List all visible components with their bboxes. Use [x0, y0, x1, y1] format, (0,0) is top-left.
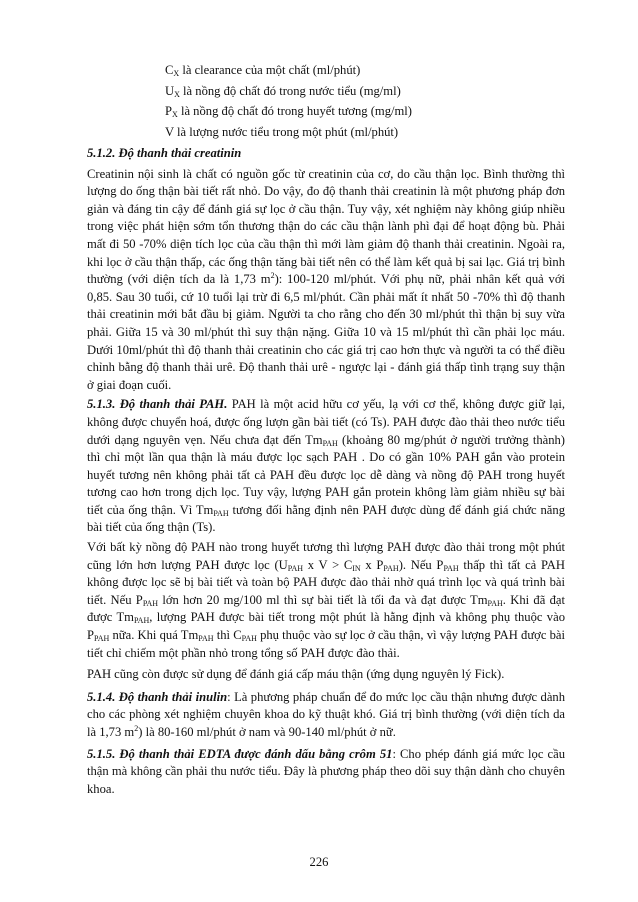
paragraph-edta: 5.1.5. Độ thanh thải EDTA được đánh dấu bằng crôm 51: Cho phép đánh giá mức lọc cầu thận mà không cần phải thu nước tiểu. Đây là phương pháp theo dõi suy thận dành cho chuyên khoa.: [87, 746, 566, 796]
section-heading-edta: 5.1.5. Độ thanh thải EDTA được đánh dấu bằng crôm 51: [87, 746, 393, 761]
definition-list: [165, 62, 565, 144]
definition-ux: $U_X$ là nồng độ chất đó trong nước tiểu (mg/ml): [165, 83, 401, 99]
page-content: [87, 62, 565, 798]
section-heading-inulin: 5.1.4. Độ thanh thải inulin: [87, 689, 228, 704]
paragraph-pah-concentration: Với bất kỳ nồng độ PAH nào trong huyết tương thì lượng PAH được đào thải trong một phút cũng lớn hơn lượng PAH được lọc ($U_{PAH}$ x $V > C_{IN}$ x $P_{PAH}$). Nếu $P_{PAH}$ thấp thì tất cả PAH không được lọc sẽ bị bài tiết và toàn bộ PAH được đào thải nhờ quá trình lọc và quá trình bài tiết. Nếu $P_{PAH}$ lớn hơn 20 mg/100 ml thì sự bài tiết là tối đa và đạt được $Tm_{PAH}$. Khi đã đạt được $Tm_{PAH}$, lượng PAH được bài tiết trong một phút là hằng định và không phụ thuộc vào $P_{PAH}$ nữa. Khi quá $Tm_{PAH}$ thì $C_{PAH}$ phụ thuộc vào sự lọc ở cầu thận, vì vậy lượng PAH được bài tiết chỉ chiếm một phần nhỏ trong tổng số PAH được đào thải.: [87, 540, 565, 660]
definition-px: $P_X$ là nồng độ chất đó trong huyết tương (mg/ml): [165, 104, 412, 119]
section-heading-creatinin: 5.1.2. Độ thanh thải creatinin: [87, 146, 242, 160]
paragraph-creatinin: Creatinin nội sinh là chất có nguồn gốc từ creatinin của cơ, do cầu thận lọc. Bình thường thì lượng do ống thận bài tiết rất nhỏ. Do vậy, đo độ thanh thải creatinin là một phương pháp đơn giản và đáng tin cậy để đánh giá sự lọc ở cầu thận. Tuy vậy, xét nghiệm này không giúp nhiều trong việc phát hiện sớm tổn thương thận do các cầu thận lành phì đại để hoạt động bù. Phải mất đi 50 -70% diện tích lọc của cầu thận thì mới làm giảm độ thanh thải creatinin. Ngoài ra, khi lọc ở cầu thận thấp, các ống thận tăng bài tiết nên có thể làm kết quả bị sai lạc. Giá trị bình thường (với diện tích da là 1,73 $m^2$): 100-120 ml/phút. Với phụ nữ, phải nhân kết quả với 0,85. Sau 30 tuổi, cứ 10 tuổi lại trừ đi 6,5 ml/phút. Cần phải mất ít nhất 50 -70% thì độ thanh thải creatinin mới bắt đầu bị giảm. Người ta cho rằng cho đến 30 ml/phút thì thận bị suy vừa phải. Giữa 15 và 30 ml/phút thì suy thận nặng. Giữa 10 và 15 ml/phút thì cần phải lọc máu. Dưới 10ml/phút thì độ thanh thải creatinin cho các giá trị cao hơn thực và người ta có thể điều chỉnh bằng độ thanh thải urê. Độ thanh thải urê - ngược lại - đánh giá thấp tình trạng suy thận ở giai đoạn cuối.: [87, 166, 566, 392]
definition-v: V là lượng nước tiểu trong một phút (ml/phút): [165, 124, 399, 139]
paragraph-pah-fick: PAH cũng còn được sử dụng để đánh giá cấp máu thận (ứng dụng nguyên lý Fick).: [87, 667, 505, 682]
paragraph-inulin: 5.1.4. Độ thanh thải inulin: Là phương pháp chuẩn để đo mức lọc cầu thận nhưng được dành cho các phòng xét nghiệm chuyên khoa do kỹ thuật khó. Giá trị bình thường (với diện tích da là 1,73 $m^2$) là 80-160 ml/phút ở nam và 90-140 ml/phút ở nữ.: [87, 689, 565, 739]
page-number: 226: [309, 855, 329, 869]
definition-cx: $C_X$ là clearance của một chất (ml/phút): [165, 63, 361, 78]
section-heading-pah: 5.1.3. Độ thanh thải PAH.: [87, 397, 228, 412]
paragraph-pah: 5.1.3. Độ thanh thải PAH. PAH là một acid hữu cơ yếu, lạ với cơ thể, không được giữ lại, không được chuyển hoá, được ống lượn gần bài tiết (có Ts). PAH được đào thải theo nước tiểu dưới dạng nguyên vẹn. Nếu chưa đạt đến $Tm_{PAH}$ (khoảng 80 mg/phút ở người trưởng thành) thì chỉ một lần qua thận là máu được lọc sạch PAH . Do có gần 10% PAH gắn vào protein huyết tương nên không phải tất cả PAH đều được lọc dễ dàng và nồng độ PAH trong huyết tương cao hơn trong dịch lọc. Tuy vậy, lượng PAH gắn protein không làm giảm nhiều sự bài tiết của ống thận. Vì $Tm_{PAH}$ tương đối hằng định nên PAH được dùng để đánh giá chức năng bài tiết của ống thận (Ts).: [87, 397, 565, 535]
